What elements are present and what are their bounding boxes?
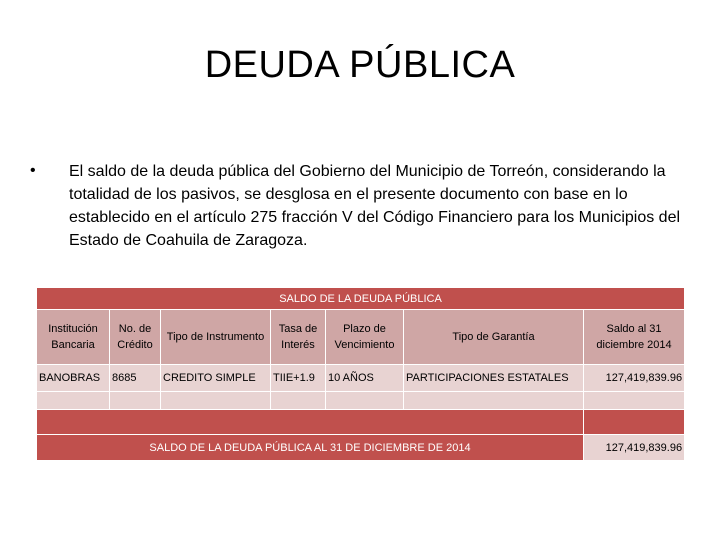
cell-plazo: 10 AÑOS	[326, 365, 404, 392]
slide-title: DEUDA PÚBLICA	[204, 44, 516, 86]
table-header: SALDO DE LA DEUDA PÚBLICA	[37, 288, 685, 310]
col-saldo: Saldo al 31 diciembre 2014	[584, 310, 685, 365]
col-tasa: Tasa de Interés	[271, 310, 326, 365]
col-institucion: Institución Bancaria	[37, 310, 110, 365]
bullet-paragraph	[30, 160, 680, 252]
cell-garantia: PARTICIPACIONES ESTATALES	[404, 365, 584, 392]
col-plazo: Plazo de Vencimiento	[326, 310, 404, 365]
col-garantia: Tipo de Garantía	[404, 310, 584, 365]
cell-saldo: 127,419,839.96	[584, 365, 685, 392]
column-header-row	[37, 310, 685, 365]
table-header-row	[37, 288, 685, 310]
table-row	[37, 365, 685, 392]
blank-row	[37, 392, 685, 410]
separator-row	[37, 410, 685, 435]
cell-no-credito: 8685	[110, 365, 161, 392]
col-tipo-instrumento: Tipo de Instrumento	[161, 310, 271, 365]
bullet-text: El saldo de la deuda pública del Gobierno del Municipio de Torreón, considerando la totalidad de los pasivos, se desglosa en el presente documento con base en lo establecido en el artículo 275 fracción V del Código Financiero para los Municipios del Estado de Coahuila de Zaragoza.	[69, 163, 681, 249]
total-row	[37, 435, 685, 461]
cell-institucion: BANOBRAS	[37, 365, 110, 392]
cell-tipo-instrumento: CREDITO SIMPLE	[161, 365, 271, 392]
cell-tasa: TIIE+1.9	[271, 365, 326, 392]
total-label: SALDO DE LA DEUDA PÚBLICA AL 31 DE DICIEMBRE DE 2014	[37, 435, 584, 461]
bullet-symbol: •	[30, 162, 36, 179]
debt-table	[36, 287, 685, 461]
col-no-credito: No. de Crédito	[110, 310, 161, 365]
total-value: 127,419,839.96	[584, 435, 685, 461]
